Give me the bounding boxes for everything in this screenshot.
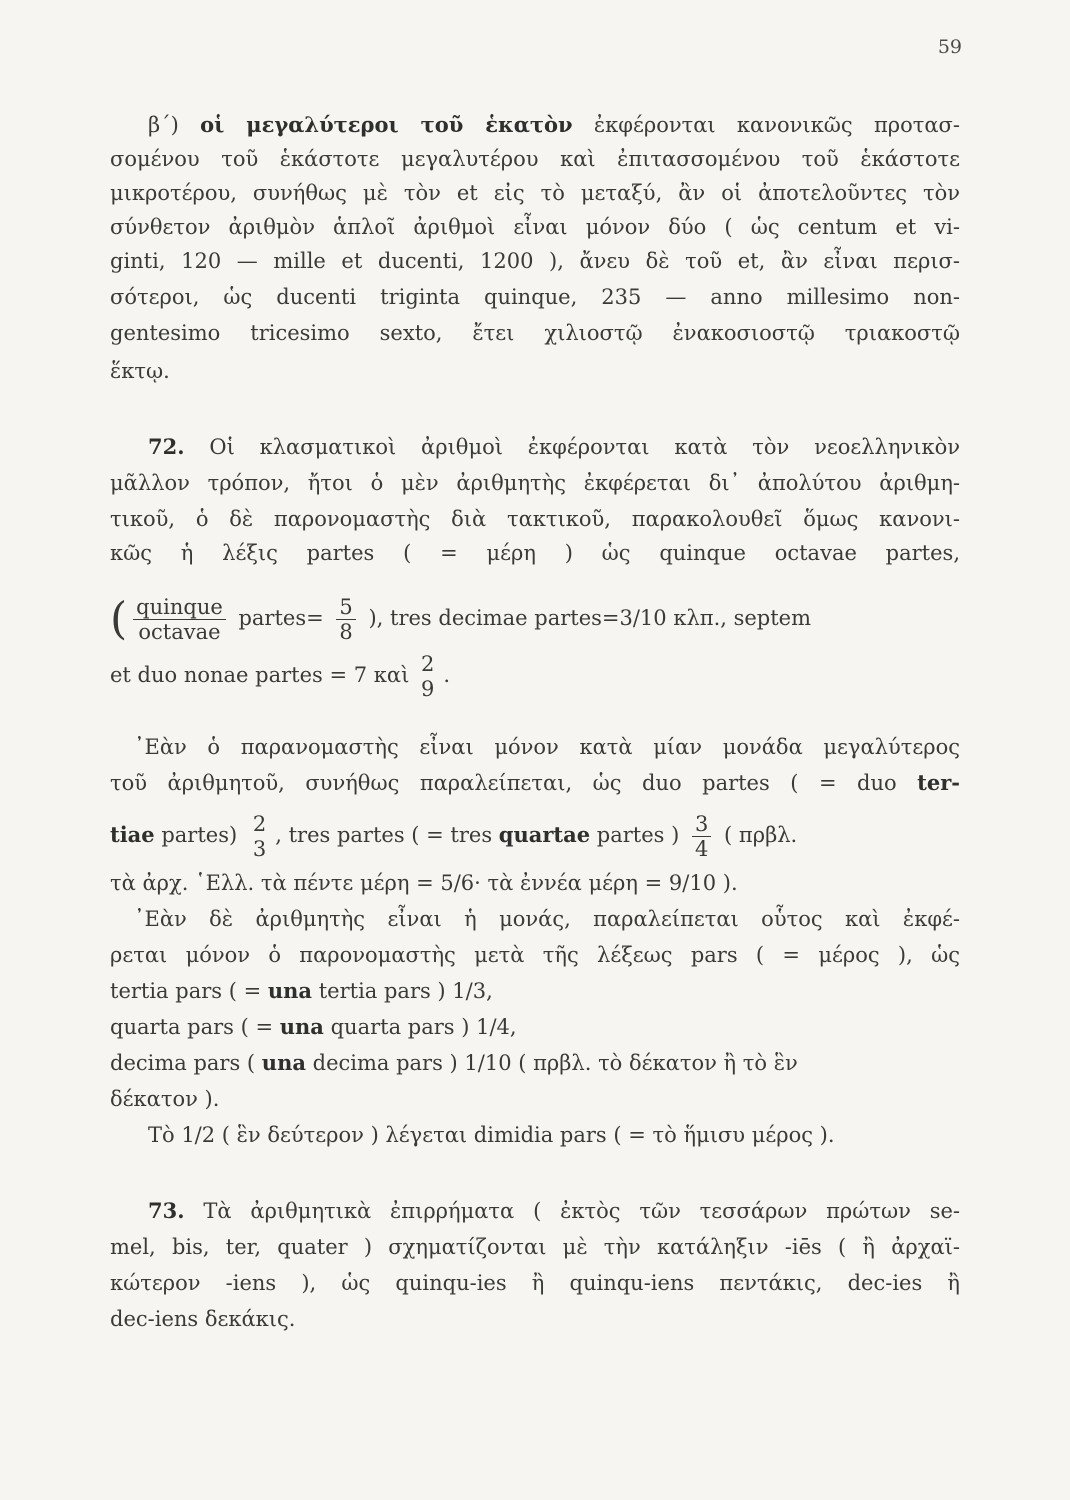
fraction-denominator: 3 [252, 836, 267, 861]
sec-72-line-4: κῶς ἡ λέξις partes ( = μέρη ) ὡς quinque octavae partes, [110, 541, 960, 565]
para-ean2-line-7: Τὸ 1/2 ( ἓν δεύτερον ) λέγεται dimidia pars ( = τὸ ἥμισυ μέρος ). [148, 1123, 835, 1147]
para-ean-line-2-text: τοῦ ἀριθμητοῦ, συνήθως παραλείπεται, ὡς duo partes ( = duo [110, 771, 897, 795]
sec-73-line-3: κώτερον -iens ), ὡς quinqu-ies ἢ quinqu-iens πεντάκις, dec-ies ἢ [110, 1271, 960, 1295]
section-number-73: 73. [148, 1198, 185, 1223]
fraction-denominator-word: octavae [138, 620, 221, 644]
para-ean2-line-5 [110, 1048, 960, 1078]
sec-72-line-3: τικοῦ, ὁ δὲ παρονομαστὴς διὰ τακτικοῦ, παρακολουθεῖ ὅμως κανονι- [110, 507, 960, 531]
bold-word: una [267, 978, 313, 1003]
sec-72-line-2: μᾶλλον τρόπον, ἤτοι ὁ μὲν ἀριθμητὴς ἐκφέρεται δι᾽ ἀπολύτου ἀριθμη- [110, 471, 960, 495]
para-ean2-line-2: ρεται μόνον ὁ παρονομαστὴς μετὰ τῆς λέξεως pars ( = μέρος ), ὡς [110, 943, 960, 967]
page-number: 59 [937, 36, 962, 58]
sec-72-line-6 [110, 640, 960, 710]
para-ean2-line-3 [110, 976, 960, 1006]
text-span: decima pars ) 1/10 ( πρβλ. τὸ δέκατον ἢ τὸ ἓν [312, 1051, 798, 1075]
para-ean2-line-4 [110, 1012, 960, 1042]
sec-b-line-5: ginti, 120 — mille et ducenti, 1200 ), ἄνευ δὲ τοῦ et, ἂν εἶναι περισ- [110, 249, 960, 273]
fraction-numerator: 3 [692, 812, 711, 837]
section-number-72: 72. [148, 434, 185, 459]
text-span: ( πρβλ. [724, 823, 798, 847]
fraction-words [133, 595, 226, 644]
sec-b-line-2: σομένου τοῦ ἑκάστοτε μεγαλυτέρου καὶ ἐπιτασσομένου τοῦ ἑκάστοτε [110, 147, 960, 171]
sec-b-line-6: σότεροι, ὡς ducenti triginta quinque, 235 — anno millesimo non- [110, 285, 960, 309]
fraction-numerator-word: quinque [133, 595, 226, 620]
para-ean-line-3 [110, 800, 960, 870]
fraction-denominator: 9 [421, 676, 435, 701]
text-span: decima pars ( [110, 1051, 256, 1075]
fraction-denominator: 8 [339, 620, 353, 644]
sec-73-line-4: dec-iens δεκάκις. [110, 1307, 296, 1331]
para-ean-line-4: τὰ ἀρχ. ῾Ελλ. τὰ πέντε μέρη = 5/6· τὰ ἐννέα μέρη = 9/10 ). [110, 871, 738, 895]
fraction-2-9 [418, 652, 437, 700]
para-ean2-line-6: δέκατον ). [110, 1087, 220, 1111]
sec-b-line-8: ἕκτῳ. [110, 359, 170, 383]
sec-73-line-1 [148, 1196, 960, 1226]
text-span: tertia pars ) 1/3, [318, 979, 493, 1003]
text-span: quarta pars ) 1/4, [330, 1015, 517, 1039]
sec-b-line-4: σύνθετον ἀριθμὸν ἁπλοῖ ἀριθμοὶ εἶναι μόνον δύο ( ὡς centum et vi- [110, 215, 960, 239]
bold-word: una [279, 1014, 324, 1039]
sec-b-line-1 [148, 110, 960, 140]
text-span: tertia pars ( = [110, 979, 262, 1003]
fraction-numerator: 2 [252, 812, 267, 837]
sec-72-line-1 [148, 432, 960, 462]
text-span: quarta pars ( = [110, 1015, 274, 1039]
sec-73-text: Τὰ ἀριθμητικὰ ἐπιρρήματα ( ἐκτὸς τῶν τεσσάρων πρώτων se- [203, 1199, 960, 1223]
fraction-5-8 [336, 595, 355, 644]
text-span: partes ) [596, 823, 680, 847]
text-span: , tres partes ( = tres [275, 823, 493, 847]
para-ean2-line-1: ᾿Εὰν δὲ ἀριθμητὴς εἶναι ἡ μονάς, παραλείπεται οὗτος καὶ ἐκφέ- [134, 907, 960, 931]
fraction-numerator: 2 [421, 652, 435, 677]
sec-73-line-2: mel, bis, ter, quater ) σχηματίζονται μὲ τὴν κατάληξιν -iēs ( ἢ ἀρχαϊ- [110, 1235, 960, 1259]
bold-word: tiae [110, 822, 155, 847]
fraction-denominator: 4 [694, 837, 709, 861]
sentence-end: . [443, 663, 451, 687]
sec-72-line-5-rest: ), tres decimae partes=3/10 κλπ., septem [368, 606, 812, 630]
bold-word: una [261, 1050, 306, 1075]
para-ean-line-2 [110, 768, 960, 798]
bold-word: ter- [917, 770, 960, 795]
fraction-numerator: 5 [336, 595, 355, 620]
sec-72-text: Οἱ κλασματικοὶ ἀριθμοὶ ἐκφέρονται κατὰ τὸν νεοελληνικὸν [209, 435, 960, 459]
text-span: partes) [161, 823, 238, 847]
sec-b-marker: β΄) [148, 113, 179, 137]
sec-b-text: ἐκφέρονται κανονικῶς προτασ- [593, 113, 960, 137]
partes-equals: partes= [238, 606, 324, 630]
sec-b-line-7: gentesimo tricesimo sexto, ἔτει χιλιοστῷ ἐνακοσιοστῷ τριακοστῷ [110, 321, 960, 345]
bold-word: quartae [498, 822, 591, 847]
fraction-3-4 [692, 812, 711, 861]
fraction-2-3 [250, 812, 269, 860]
sec-b-line-3: μικροτέρου, συνήθως μὲ τὸν et εἰς τὸ μεταξύ, ἂν οἱ ἀποτελοῦντες τὸν [110, 181, 960, 205]
open-paren: ( [110, 593, 128, 645]
para-ean-line-1: ᾿Εὰν ὁ παρανομαστὴς εἶναι μόνον κατὰ μίαν μονάδα μεγαλύτερος [134, 735, 960, 759]
sec-b-heading: οἱ μεγαλύτεροι τοῦ ἑκατὸν [200, 112, 573, 137]
sec-72-line-6-text: et duo nonae partes = 7 καὶ [110, 663, 410, 687]
